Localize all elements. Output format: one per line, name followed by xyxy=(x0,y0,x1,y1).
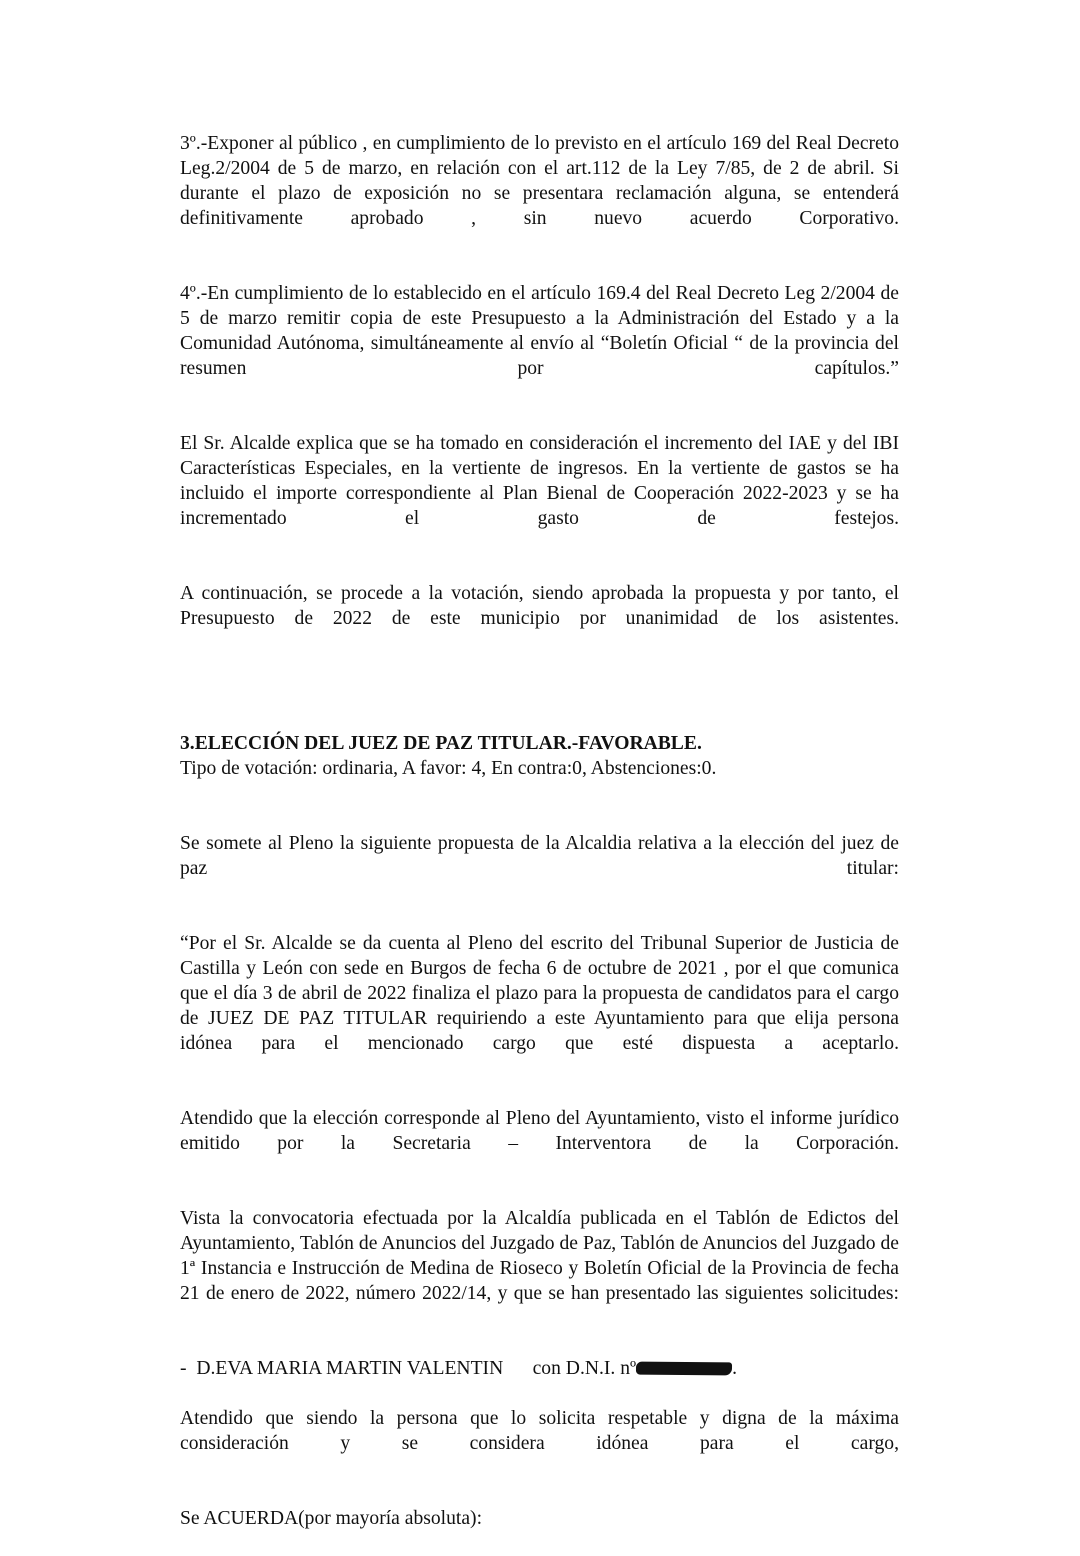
paragraph-escrito-tribunal: “Por el Sr. Alcalde se da cuenta al Pleno del escrito del Tribunal Superior de Justicia de Castilla y León con sede en Burgos de fecha 6 de octubre de 2021 , por el que comunica que el día 3 de abril de 2022 finaliza el plazo para la propuesta de candidatos para el cargo de JUEZ DE PAZ TITULAR requiriendo a este Ayuntamiento para que elija persona idónea para el mencionado cargo que esté dispuesta a aceptarlo. xyxy=(180,933,899,1054)
document-body xyxy=(180,131,899,1556)
redacted-dni-mark xyxy=(636,1362,732,1376)
dni-label: con D.N.I. nº xyxy=(532,1358,637,1379)
spacer xyxy=(180,806,899,831)
section-heading: 3.ELECCIÓN DEL JUEZ DE PAZ TITULAR.-FAVORABLE. xyxy=(180,733,702,754)
paragraph-propuesta: Se somete al Pleno la siguiente propuesta de la Alcaldia relativa a la elección del juez de paz titular: xyxy=(180,833,899,879)
paragraph-exposicion: 3º.-Exponer al público , en cumplimiento de lo previsto en el artículo 169 del Real Decreto Leg.2/2004 de 5 de marzo, en relación con el art.112 de la Ley 7/85, de 2 de abril. Si durante el plazo de exposición no se presentara reclamación alguna, se entenderá definitivamente aprobado , sin nuevo acuerdo Corporativo. xyxy=(180,133,899,229)
paragraph-atendido-persona: Atendido que siendo la persona que lo solicita respetable y digna de la máxima consideración y se considera idónea para el cargo, xyxy=(180,1408,899,1454)
dni-end: . xyxy=(732,1358,737,1379)
paragraph-alcalde-explica: El Sr. Alcalde explica que se ha tomado en consideración el incremento del IAE y del IBI Características Especiales, en la vertiente de ingresos. En la vertiente de gastos se ha incluido el importe correspondiente al Plan Bienal de Cooperación 2022-2023 y se ha incrementado el gasto de festejos. xyxy=(180,433,899,529)
spacer xyxy=(180,681,899,731)
paragraph-convocatoria: Vista la convocatoria efectuada por la Alcaldía publicada en el Tablón de Edictos del Ayuntamiento, Tablón de Anuncios del Juzgado de Paz, Tablón de Anuncios del Juzgado de 1ª Instancia e Instrucción de Medina de Rioseco y Boletín Oficial de la Provincia de fecha 21 de enero de 2022, número 2022/14, y que se han presentado las siguientes solicitudes: xyxy=(180,1208,899,1304)
vote-summary: Tipo de votación: ordinaria, A favor: 4, En contra:0, Abstenciones:0. xyxy=(180,758,717,779)
paragraph-atendido-eleccion: Atendido que la elección corresponde al Pleno del Ayuntamiento, visto el informe jurídico emitido por la Secretaria – Interventora de la Corporación. xyxy=(180,1108,899,1154)
paragraph-votacion: A continuación, se procede a la votación, siendo aprobada la propuesta y por tanto, el Presupuesto de 2022 de este municipio por unanimidad de los asistentes. xyxy=(180,583,899,629)
applicant-name: - D.EVA MARIA MARTIN VALENTIN xyxy=(180,1358,504,1379)
applicant-line xyxy=(180,1356,899,1381)
paragraph-acuerda: Se ACUERDA(por mayoría absoluta): xyxy=(180,1508,483,1529)
paragraph-remision: 4º.-En cumplimiento de lo establecido en el artículo 169.4 del Real Decreto Leg 2/2004 de 5 de marzo remitir copia de este Presupuesto a la Administración del Estado y a la Comunidad Autónoma, simultáneamente al envío al “Boletín Oficial “ de la provincia del resumen por capítulos.” xyxy=(180,283,899,379)
